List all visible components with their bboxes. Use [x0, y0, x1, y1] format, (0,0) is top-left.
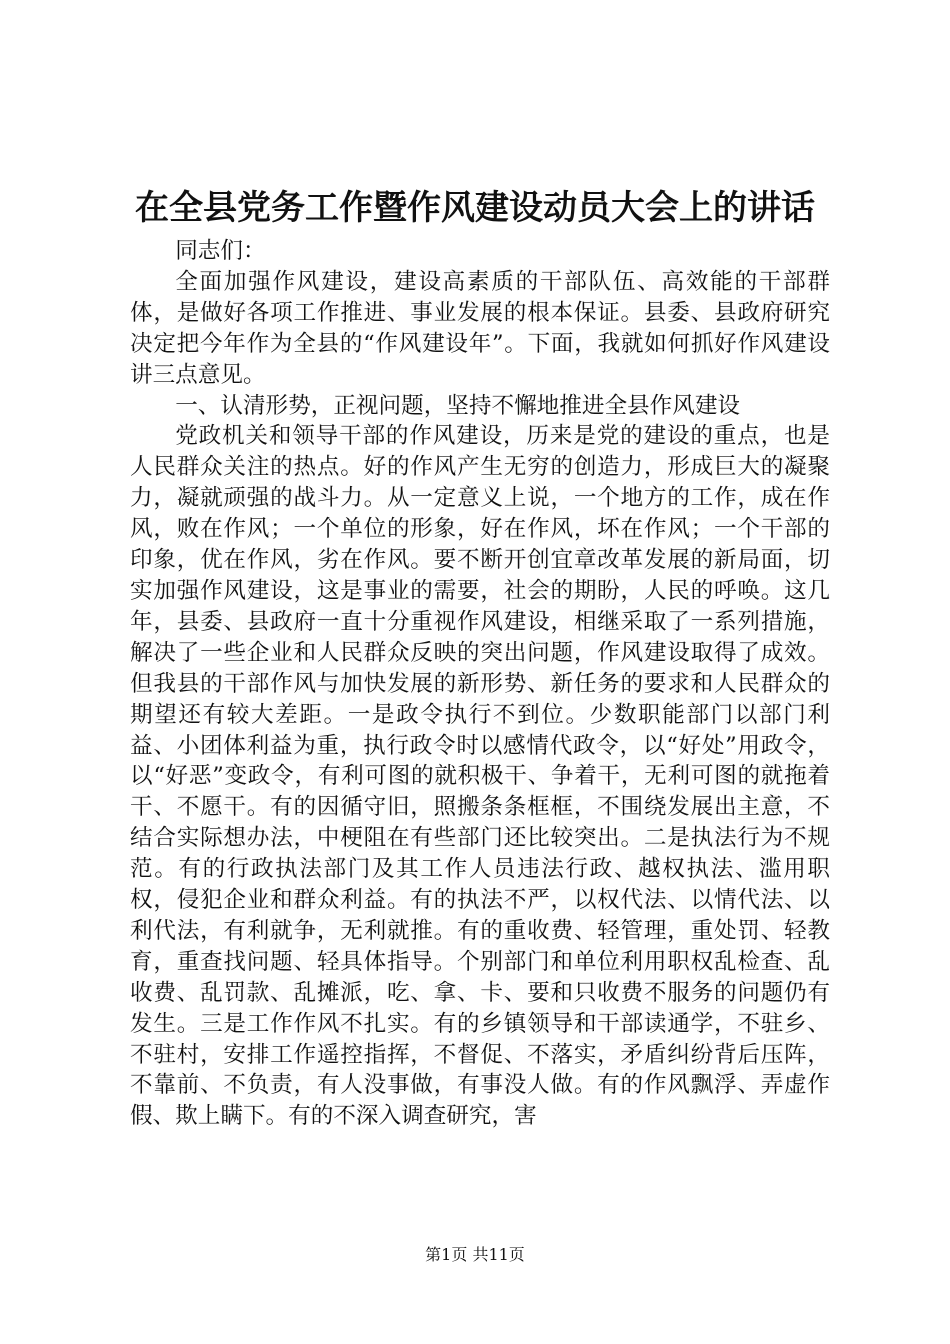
section-heading: 一、认清形势，正视问题，坚持不懈地推进全县作风建设: [175, 392, 741, 419]
salutation: 同志们：: [175, 238, 266, 264]
page-footer: 第1页 共11页: [425, 1245, 525, 1264]
page-title: 在全县党务工作暨作风建设动员大会上的讲话: [135, 188, 815, 228]
intro-paragraph: 全面加强作风建设，建设高素质的干部队伍、高效能的干部群体，是做好各项工作推进、事业发展的根本保证。县委、县政府研究决定把今年作为全县的“作风建设年”。下面，我就如何抓好作风建设讲三点意见。: [130, 268, 830, 388]
body-paragraph: 党政机关和领导干部的作风建设，历来是党的建设的重点，也是人民群众关注的热点。好的作风产生无穷的创造力，形成巨大的凝聚力，凝就顽强的战斗力。从一定意义上说，一个地方的工作，成在作风，败在作风；一个单位的形象，好在作风，坏在作风；一个干部的印象，优在作风，劣在作风。要不断开创宜章改革发展的新局面，切实加强作风建设，这是事业的需要，社会的期盼，人民的呼唤。这几年，县委、县政府一直十分重视作风建设，相继采取了一系列措施，解决了一些企业和人民群众反映的突出问题，作风建设取得了成效。但我县的干部作风与加快发展的新形势、新任务的要求和人民群众的期望还有较大差距。一是政令执行不到位。少数职能部门以部门利益、小团体利益为重，执行政令时以感情代政令，以“好处”用政令，以“好恶”变政令，有利可图的就积极干、争着干，无利可图的就拖着干、不愿干。有的因循守旧，照搬条条框框，不围绕发展出主意，不结合实际想办法，中梗阻在有些部门还比较突出。二是执法行为不规范。有的行政执法部门及其工作人员违法行政、越权执法、滥用职权，侵犯企业和群众利益。有的执法不严，以权代法、以情代法、以利代法，有利就争，无利就推。有的重收费、轻管理，重处罚、轻教育，重查找问题、轻具体指导。个别部门和单位利用职权乱检查、乱收费、乱罚款、乱摊派，吃、拿、卡、要和只收费不服务的问题仍有发生。三是工作作风不扎实。有的乡镇领导和干部读通学，不驻乡、不驻村，安排工作遥控指挥，不督促、不落实，矛盾纠纷背后压阵，不靠前、不负责，有人没事做，有事没人做。有的作风飘浮、弄虚作假、欺上瞒下。有的不深入调查研究，害: [130, 423, 830, 1130]
document-body: [130, 236, 830, 1132]
